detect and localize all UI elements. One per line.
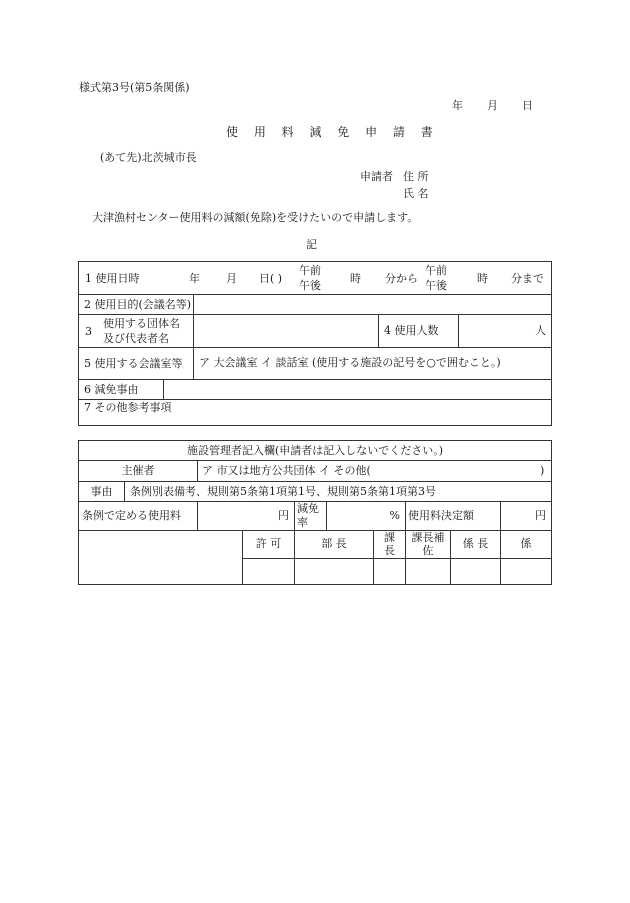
group-name-number: 3 [85, 325, 92, 338]
addressee: (あて先)北茨城市長 [100, 151, 197, 164]
admin-header: 施設管理者記入欄(申請者は記入しないでください。) [79, 441, 552, 461]
room-label: 5 使用する会議室等 [79, 348, 194, 380]
approval-stamp-permit[interactable] [243, 559, 295, 585]
usage-datetime-row [79, 262, 552, 295]
organizer-label: 主催者 [79, 461, 198, 482]
organizer-field[interactable] [198, 461, 552, 482]
applicant-name-label: 氏 名 [403, 187, 429, 200]
ki-label: 記 [306, 238, 317, 251]
form-number: 様式第3号(第5条関係) [79, 81, 190, 94]
date-month: 月 [487, 99, 498, 112]
approval-stamp-unit-chief[interactable] [451, 559, 501, 585]
usage-start-minute-label: 分から [385, 272, 418, 285]
organizer-close-paren: ) [540, 464, 545, 477]
approval-label-staff: 係 [501, 530, 552, 559]
usage-start-pm[interactable]: 午後 [299, 279, 321, 292]
other-notes-field[interactable] [79, 400, 552, 426]
page-title: 使 用 料 減 免 申 請 書 [226, 125, 439, 139]
group-name-label-cell [79, 315, 194, 348]
approval-stamp-deputy-chief[interactable] [406, 559, 451, 585]
usage-datetime-label: 1 使用日時 [85, 272, 140, 285]
applicant-label: 申請者 [360, 170, 393, 183]
usage-end-hour[interactable]: 時 [477, 272, 488, 285]
reduction-reason-label: 6 減免事由 [79, 380, 164, 400]
approval-label-unit-chief: 係 長 [451, 530, 501, 559]
reduction-rate-label: 減免率 [295, 502, 327, 531]
approval-stamp-staff[interactable] [501, 559, 552, 585]
group-name-label-line1: 使用する団体名 [103, 317, 180, 330]
approval-label-permit: 許 可 [243, 530, 295, 559]
usage-purpose-field[interactable] [194, 295, 552, 315]
approval-label-section-chief: 課 長 [374, 530, 406, 559]
reduction-rate-field[interactable]: % [327, 502, 406, 531]
application-table [78, 261, 552, 426]
final-fee-field[interactable]: 円 [501, 502, 552, 531]
other-notes-label: 7 その他参考事項 [84, 401, 172, 414]
people-count-field[interactable]: 人 [459, 315, 552, 348]
usage-purpose-label: 2 使用目的(会議名等) [84, 297, 192, 311]
ordinance-fee-label: 条例で定める使用料 [79, 502, 198, 531]
usage-end-pm[interactable]: 午後 [425, 279, 447, 292]
reduction-reason-field[interactable] [164, 380, 552, 400]
approval-label-director: 部 長 [295, 530, 374, 559]
date-day: 日 [522, 99, 533, 112]
usage-end-minute-label: 分まで [511, 272, 544, 285]
request-text: 大津漁村センター使用料の減額(免除)を受けたいので申請します。 [92, 211, 419, 224]
approval-stamp-section-chief[interactable] [374, 559, 406, 585]
usage-start-am[interactable]: 午前 [299, 264, 321, 277]
final-fee-label: 使用料決定額 [406, 502, 501, 531]
approval-label-deputy-chief: 課長補佐 [406, 530, 451, 559]
date-year: 年 [452, 99, 463, 112]
admin-table [78, 440, 552, 585]
approval-blank-area [79, 530, 243, 585]
approval-stamp-director[interactable] [295, 559, 374, 585]
group-name-label-line2: 及び代表者名 [103, 332, 169, 345]
usage-start-hour[interactable]: 時 [350, 272, 361, 285]
organizer-options: ア 市又は地方公共団体 イ その他( [202, 464, 371, 477]
usage-end-am[interactable]: 午前 [425, 264, 447, 277]
people-count-label: 4 使用人数 [379, 315, 459, 348]
usage-purpose-label-cell [79, 295, 194, 315]
usage-year[interactable]: 年 [189, 272, 200, 285]
reason-label: 事由 [79, 482, 125, 502]
room-selection[interactable]: ア 大会議室 イ 談話室 (使用する施設の記号を○で囲むこと。) [194, 348, 552, 380]
reason-value: 条例別表備考、規則第5条第1項第1号、規則第5条第1項第3号 [125, 482, 552, 502]
group-name-field[interactable] [194, 315, 379, 348]
usage-month[interactable]: 月 [226, 272, 237, 285]
applicant-address-label: 住 所 [403, 170, 429, 183]
usage-day[interactable]: 日( ) [259, 272, 283, 285]
ordinance-fee-field[interactable]: 円 [198, 502, 295, 531]
